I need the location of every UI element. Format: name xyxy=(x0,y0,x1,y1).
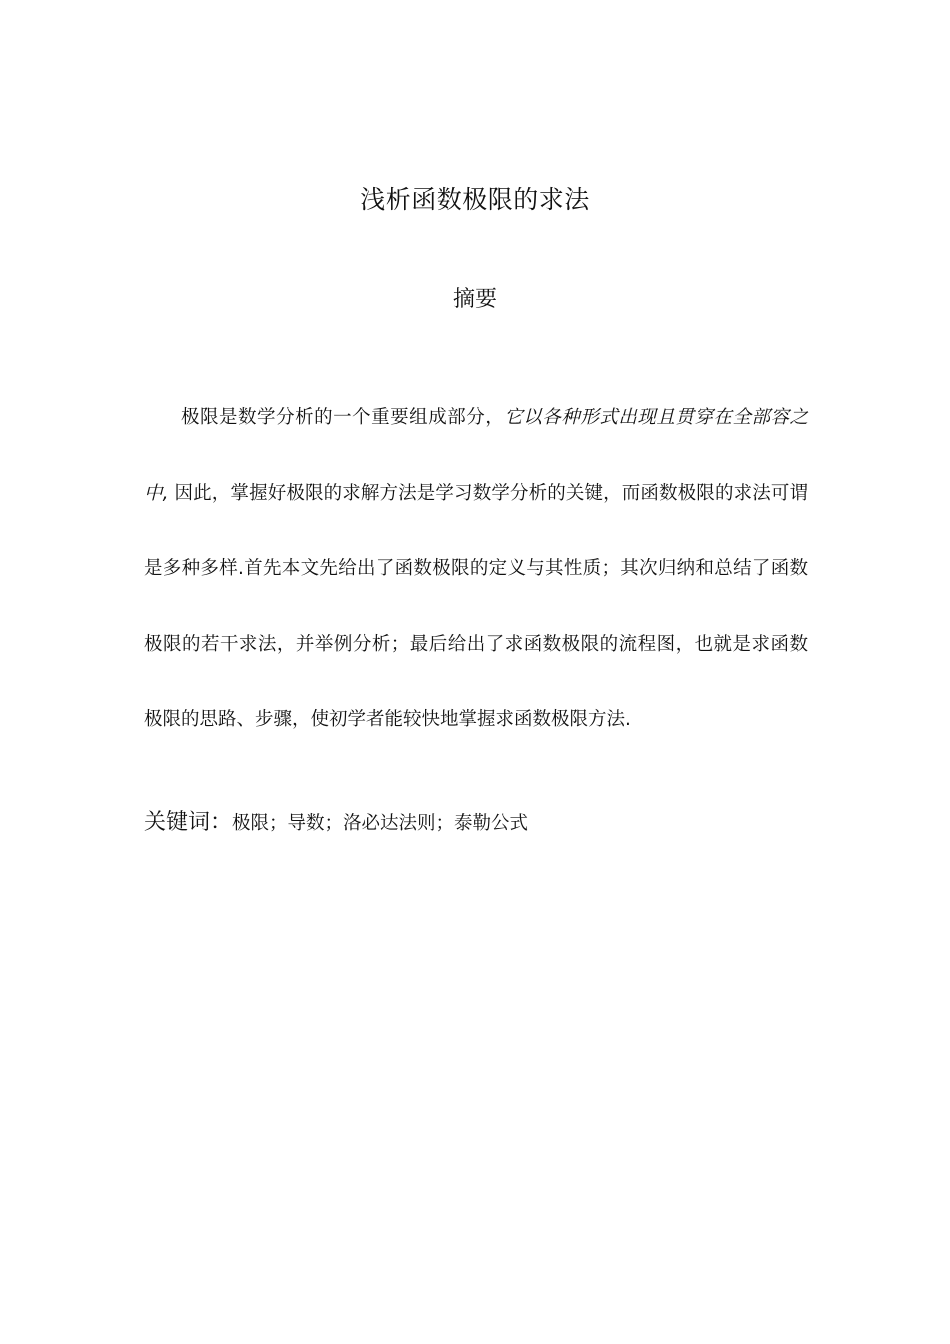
abstract-text-part1: 极限是数学分析的一个重要组成部分， xyxy=(181,407,505,428)
abstract-text-part3: 因此，掌握好极限的求解方法是学习数学分析的关键，而函数极限的求法可谓是多种多样.首先本文先给出了函数极限的定义与其性质；其次归纳和总结了函数极限的若干求法，并举例分析；最后给出了求函数极限的流程图，也就是求函数极限的思路、步骤，使初学者能较快地掌握求函数极限方法. xyxy=(144,482,808,730)
keywords-line xyxy=(144,806,808,841)
abstract-heading: 摘要 xyxy=(452,287,497,312)
paper-title: 浅析函数极限的求法 xyxy=(360,185,590,214)
abstract-paragraph xyxy=(144,380,808,758)
keywords-list: 极限；导数；洛必达法则；泰勒公式 xyxy=(232,813,529,834)
abstract-text-italic: 它以各种形式出现且贯穿在全部容之中, xyxy=(144,407,808,504)
keywords-label: 关键词： xyxy=(144,810,233,835)
